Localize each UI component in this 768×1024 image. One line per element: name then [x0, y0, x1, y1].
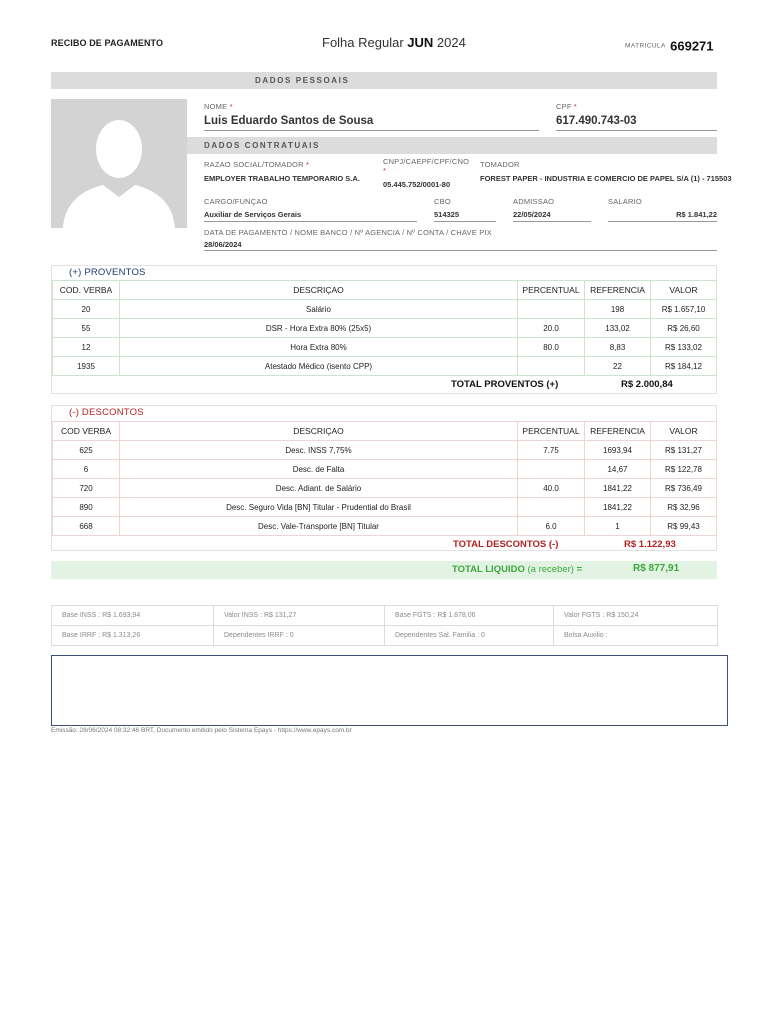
- cbo-label: CBO: [434, 197, 451, 206]
- razao-label: [204, 160, 309, 169]
- section-title: DADOS CONTRATUAIS: [204, 141, 320, 150]
- cnpj-required-mark: *: [383, 166, 387, 175]
- cbo-value: 514325: [434, 210, 496, 222]
- referencia: 22: [585, 357, 651, 376]
- cpf-label-text: CPF: [556, 102, 572, 111]
- cod-verba: 1935: [53, 357, 120, 376]
- nome-label-text: NOME: [204, 102, 228, 111]
- bolsa-auxilio: Bolsa Auxilio :: [554, 626, 718, 646]
- dependentes-irrf: Dependentes IRRF : 0: [214, 626, 385, 646]
- cod-verba: 12: [53, 338, 120, 357]
- valor: R$ 32,96: [651, 498, 717, 517]
- total-proventos-value: R$ 2.000,84: [621, 379, 673, 390]
- matricula: [625, 37, 714, 55]
- nome-value: Luis Eduardo Santos de Sousa: [204, 115, 539, 131]
- total-liquido-sub: (a receber): [527, 564, 574, 575]
- table-row: [53, 338, 717, 357]
- cnpj-label: CNPJ/CAEPF/CPF/CNO: [383, 157, 470, 166]
- descricao: Hora Extra 80%: [120, 338, 518, 357]
- table-row: [53, 479, 717, 498]
- table-row: [53, 300, 717, 319]
- required-mark: *: [573, 102, 578, 111]
- cpf-label: [556, 102, 577, 111]
- pagamento-label: DATA DE PAGAMENTO / NOME BANCO / Nº AGENCIA / Nº CONTA / CHAVE PIX: [204, 228, 492, 237]
- col-cod-verba: COD. VERBA: [53, 281, 120, 300]
- folha-year: 2024: [436, 35, 466, 50]
- descontos-header-row: [53, 422, 717, 441]
- total-liquido-bar: [51, 561, 717, 579]
- base-fgts: Base FGTS : R$ 1.878,06: [385, 606, 554, 626]
- referencia: 1: [585, 517, 651, 536]
- valor: R$ 184,12: [651, 357, 717, 376]
- descontos-grid: [52, 421, 717, 536]
- descontos-title: (-) DESCONTOS: [69, 407, 144, 418]
- section-dados-contratuais: [187, 137, 717, 154]
- total-liquido-label-text: TOTAL LIQUIDO: [452, 564, 525, 575]
- cod-verba: 20: [53, 300, 120, 319]
- referencia: 1693,94: [585, 441, 651, 460]
- tomador-value: FOREST PAPER - INDUSTRIA E COMERCIO DE PAPEL S/A (1) - 715503: [480, 174, 732, 183]
- total-liquido-value: R$ 877,91: [633, 563, 680, 574]
- required-mark: *: [229, 102, 233, 111]
- referencia: 8,83: [585, 338, 651, 357]
- base-irrf: Base IRRF : R$ 1.313,26: [52, 626, 214, 646]
- footer-emission: Emissão: 28/06/2024 08:32:46 BRT, Documento emitido pelo Sistema Epays - https://www.epays.com.br: [51, 727, 352, 734]
- percentual: [518, 357, 585, 376]
- referencia: 1841,22: [585, 498, 651, 517]
- proventos-grid: [52, 280, 717, 376]
- document-title: RECIBO DE PAGAMENTO: [51, 38, 164, 48]
- cargo-value: Auxiliar de Serviços Gerais: [204, 210, 417, 222]
- descricao: Atestado Médico (isento CPP): [120, 357, 518, 376]
- observations-box: [51, 655, 728, 726]
- avatar-icon: [51, 99, 187, 228]
- table-row: [53, 517, 717, 536]
- table-row: [53, 460, 717, 479]
- table-row: [53, 357, 717, 376]
- table-row: [53, 498, 717, 517]
- total-proventos-label: TOTAL PROVENTOS (+): [451, 379, 559, 390]
- total-liquido-label: [452, 564, 582, 575]
- section-title: DADOS PESSOAIS: [255, 76, 350, 85]
- percentual: [518, 300, 585, 319]
- total-liquido-eq: =: [576, 564, 583, 575]
- razao-label-text: RAZAO SOCIAL/TOMADOR: [204, 160, 304, 169]
- folha-prefix: Folha Regular: [322, 35, 404, 50]
- proventos-table: [51, 265, 717, 394]
- percentual: 80.0: [518, 338, 585, 357]
- referencia: 1841,22: [585, 479, 651, 498]
- valor: R$ 131,27: [651, 441, 717, 460]
- base-inss: Base INSS : R$ 1.693,94: [52, 606, 214, 626]
- col-percentual: PERCENTUAL: [518, 422, 585, 441]
- table-row: [53, 319, 717, 338]
- valor: R$ 133,02: [651, 338, 717, 357]
- valor: R$ 26,60: [651, 319, 717, 338]
- table-row: [52, 626, 718, 646]
- col-descricao: DESCRIÇAO: [120, 281, 518, 300]
- bases-table: [51, 605, 718, 646]
- cod-verba: 55: [53, 319, 120, 338]
- col-referencia: REFERENCIA: [585, 281, 651, 300]
- referencia: 133,02: [585, 319, 651, 338]
- col-descricao: DESCRIÇAO: [120, 422, 518, 441]
- valor: R$ 736,49: [651, 479, 717, 498]
- salario-label: SALARIO: [608, 197, 642, 206]
- col-valor: VALOR: [651, 422, 717, 441]
- tomador-label: TOMADOR: [480, 160, 520, 169]
- pagamento-value: 28/06/2024: [204, 240, 717, 251]
- razao-value: EMPLOYER TRABALHO TEMPORARIO S.A.: [204, 174, 360, 183]
- descricao: Desc. de Falta: [120, 460, 518, 479]
- cod-verba: 890: [53, 498, 120, 517]
- salario-value: R$ 1.841,22: [608, 210, 717, 222]
- nome-label: [204, 102, 233, 111]
- percentual: 7.75: [518, 441, 585, 460]
- referencia: 14,67: [585, 460, 651, 479]
- percentual: 40.0: [518, 479, 585, 498]
- percentual: [518, 460, 585, 479]
- descricao: Salário: [120, 300, 518, 319]
- valor-inss: Valor INSS : R$ 131,27: [214, 606, 385, 626]
- cnpj-value: 05.445.752/0001-80: [383, 180, 451, 189]
- cod-verba: 720: [53, 479, 120, 498]
- proventos-title: (+) PROVENTOS: [69, 267, 146, 278]
- valor: R$ 122,78: [651, 460, 717, 479]
- cpf-value: 617.490.743-03: [556, 115, 717, 131]
- percentual: 6.0: [518, 517, 585, 536]
- dependentes-sal-familia: Dependentes Sal. Familia : 0: [385, 626, 554, 646]
- valor: R$ 1.657,10: [651, 300, 717, 319]
- col-cod-verba: COD VERBA: [53, 422, 120, 441]
- descricao: Desc. Seguro Vida [BN] Titular - Prudential do Brasil: [120, 498, 518, 517]
- required-mark: *: [306, 160, 310, 169]
- col-percentual: PERCENTUAL: [518, 281, 585, 300]
- table-row: [53, 441, 717, 460]
- cod-verba: 668: [53, 517, 120, 536]
- cargo-label: CARGO/FUNÇAO: [204, 197, 268, 206]
- valor: R$ 99,43: [651, 517, 717, 536]
- admissao-label: ADMISSAO: [513, 197, 555, 206]
- total-descontos-value: R$ 1.122,93: [624, 539, 676, 550]
- proventos-header-row: [53, 281, 717, 300]
- folha-month: JUN: [407, 35, 434, 50]
- descricao: DSR - Hora Extra 80% (25x5): [120, 319, 518, 338]
- cod-verba: 6: [53, 460, 120, 479]
- col-referencia: REFERENCIA: [585, 422, 651, 441]
- cod-verba: 625: [53, 441, 120, 460]
- descontos-table: [51, 405, 717, 551]
- descricao: Desc. Vale-Transporte [BN] Titular: [120, 517, 518, 536]
- table-row: [52, 606, 718, 626]
- percentual: 20.0: [518, 319, 585, 338]
- col-valor: VALOR: [651, 281, 717, 300]
- referencia: 198: [585, 300, 651, 319]
- matricula-value: 669271: [670, 38, 714, 54]
- percentual: [518, 498, 585, 517]
- total-descontos-label: TOTAL DESCONTOS (-): [453, 539, 559, 550]
- valor-fgts: Valor FGTS : R$ 150,24: [554, 606, 718, 626]
- descricao: Desc. Adiant. de Salário: [120, 479, 518, 498]
- matricula-label: MATRICULA: [625, 42, 666, 50]
- section-dados-pessoais: [51, 72, 717, 89]
- descricao: Desc. INSS 7,75%: [120, 441, 518, 460]
- admissao-value: 22/05/2024: [513, 210, 591, 222]
- folha-period: [322, 35, 466, 50]
- employee-photo-placeholder: [51, 99, 187, 228]
